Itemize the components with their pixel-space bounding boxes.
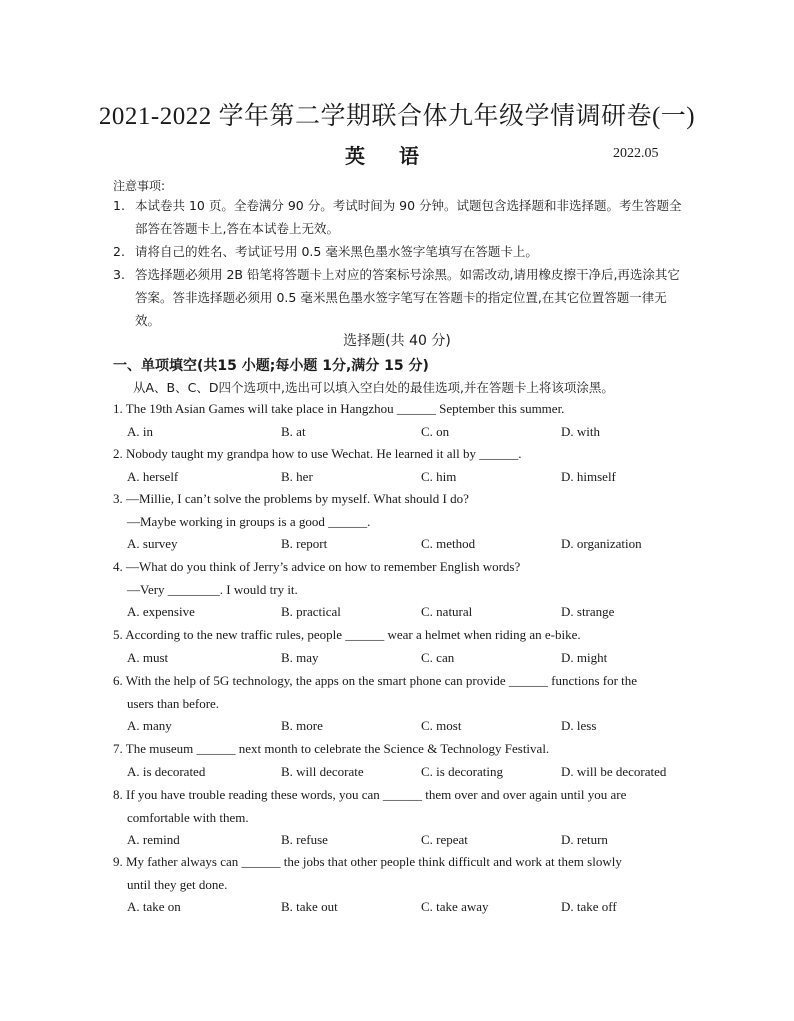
option-a: A. expensive [127,604,195,620]
question-stem: 4. —What do you think of Jerry’s advice on how to remember English words? [113,559,521,574]
option-row [113,761,683,784]
notice-item [113,263,683,332]
notice-item-number: 1. [113,198,125,213]
option-row [113,896,683,919]
option-d: D. might [561,649,608,665]
notice-item-number: 2. [113,244,125,259]
option-b: B. her [281,468,313,484]
part-instruction: 从A、B、C、D四个选项中,选出可以填入空白处的最佳选项,并在答题卡上将该项涂黑。 [133,380,614,395]
option-d: D. take off [561,899,617,915]
question-continuation: comfortable with them. [127,809,249,825]
question-stem: 6. With the help of 5G technology, the apps on the smart phone can provide ______ functions for the [113,673,638,688]
option-b: B. report [281,536,328,552]
notice-item [113,240,683,263]
part-title: 一、单项填空(共15 小题;每小题 1分,满分 15 分) [113,358,429,374]
question [113,851,683,919]
question [113,398,683,443]
notice-item-text: 请将自己的姓名、考试证号用 0.5 毫米黑色墨水签字笔填写在答题卡上。 [135,244,538,259]
question-stem: 3. —Millie, I can’t solve the problems by myself. What should I do? [113,491,469,506]
subject-label: 英语 [345,144,453,168]
option-c: C. him [421,468,457,484]
option-row [113,533,683,556]
question [113,624,683,669]
question-stem: 2. Nobody taught my grandpa how to use Wechat. He learned it all by ______. [113,446,522,461]
question [113,738,683,783]
option-row [113,466,683,489]
option-a: A. remind [127,832,180,848]
option-a: A. in [127,423,153,439]
question [113,556,683,624]
notice-item [113,194,683,240]
option-a: A. is decorated [127,763,206,779]
exam-title: 2021-2022 学年第二学期联合体九年级学情调研卷(一) [98,103,696,130]
option-d: D. return [561,832,608,848]
option-c: C. repeat [421,832,468,848]
option-c: C. is decorating [421,763,503,779]
notice-item-text: 答选择题必须用 2B 铅笔将答题卡上对应的答案标号涂黑。如需改动,请用橡皮擦干净后,再选涂其它答案。答非选择题必须用 0.5 毫米黑色墨水签字笔写在答题卡的指定位置,在其它位置答题一律无效。 [135,267,680,328]
option-c: C. on [421,423,450,439]
question-stem: 9. My father always can ______ the jobs that other people think difficult and work at them slowly [113,854,622,869]
question-continuation: —Very ________. I would try it. [127,581,298,597]
question-continuation: users than before. [127,695,220,711]
option-row [113,601,683,624]
option-a: A. survey [127,536,178,552]
notice-heading: 注意事项: [113,179,166,193]
question-stem: 5. According to the new traffic rules, people ______ wear a helmet when riding an e-bike. [113,627,581,642]
option-d: D. strange [561,604,615,620]
option-b: B. practical [281,604,341,620]
option-b: B. take out [281,899,338,915]
question-continuation: until they get done. [127,876,228,892]
section-title: 选择题(共 40 分) [343,333,451,349]
question [113,488,683,556]
option-row [113,421,683,444]
option-b: B. at [281,423,306,439]
option-c: C. natural [421,604,473,620]
option-d: D. with [561,423,600,439]
option-b: B. may [281,649,319,665]
question-stem: 8. If you have trouble reading these words, you can ______ them over and over again until you are [113,787,627,802]
question [113,443,683,488]
option-b: B. will decorate [281,763,364,779]
option-c: C. take away [421,899,489,915]
option-d: D. himself [561,468,616,484]
option-a: A. many [127,718,172,734]
question [113,670,683,738]
option-a: A. take on [127,899,181,915]
option-a: A. must [127,649,169,665]
question [113,784,683,852]
question-stem: 1. The 19th Asian Games will take place in Hangzhou ______ September this summer. [113,401,565,416]
option-d: D. organization [561,536,642,552]
option-b: B. refuse [281,832,328,848]
option-c: C. can [421,649,455,665]
question-continuation: —Maybe working in groups is a good ______. [127,513,371,529]
option-a: A. herself [127,468,179,484]
question-stem: 7. The museum ______ next month to celebrate the Science & Technology Festival. [113,741,550,756]
notice-item-number: 3. [113,267,125,282]
option-c: C. most [421,718,462,734]
option-row [113,647,683,670]
option-row [113,715,683,738]
notice-item-text: 本试卷共 10 页。全卷满分 90 分。考试时间为 90 分钟。试题包含选择题和非选择题。考生答题全部答在答题卡上,答在本试卷上无效。 [135,198,682,236]
option-d: D. will be decorated [561,763,667,779]
option-b: B. more [281,718,323,734]
option-c: C. method [421,536,476,552]
option-row [113,829,683,852]
option-d: D. less [561,718,597,734]
exam-date: 2022.05 [613,146,659,161]
